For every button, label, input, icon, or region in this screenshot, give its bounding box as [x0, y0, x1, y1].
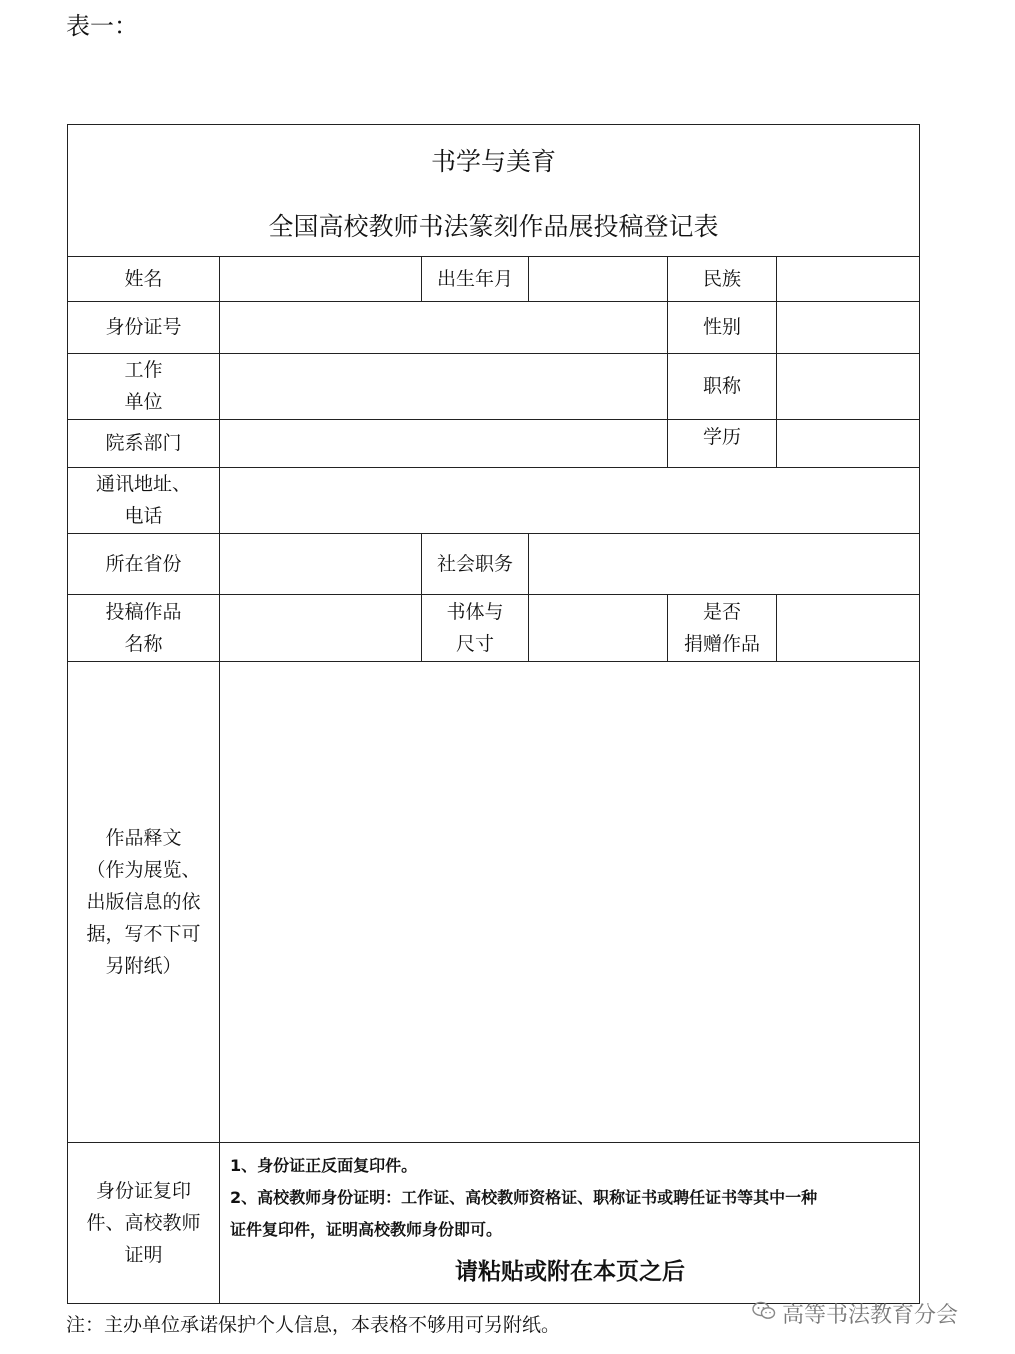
label-address-line1: 通讯地址、 [95, 473, 191, 495]
label-id-copy [68, 1143, 219, 1303]
id-number-field[interactable] [220, 302, 667, 353]
education-field[interactable] [777, 420, 919, 467]
registration-form [67, 124, 920, 1304]
label-work-name-line1: 投稿作品 [105, 600, 182, 623]
label-ethnicity: 民族 [702, 267, 741, 290]
label-work-unit-line1: 工作 [124, 359, 163, 381]
province-field[interactable] [220, 534, 421, 594]
note-line: 1、身份证正反面复印件。 [230, 1156, 418, 1175]
work-text-field[interactable] [220, 662, 919, 1142]
label-address-line2: 电话 [124, 505, 163, 527]
label-name: 姓名 [124, 267, 163, 290]
watermark [752, 1298, 958, 1329]
label-work-text-line2: （作为展览、 [86, 859, 201, 881]
label-work-text-line5: 另附纸） [105, 955, 182, 977]
label-work-name [68, 594, 219, 661]
label-donate-line2: 捐赠作品 [683, 632, 760, 655]
label-id-copy-line1: 身份证复印 [95, 1180, 191, 1202]
donate-field[interactable] [777, 595, 919, 661]
label-social-duty: 社会职务 [436, 552, 513, 575]
title-field[interactable] [777, 354, 919, 419]
label-work-unit [68, 353, 219, 419]
label-work-text-line3: 出版信息的依 [86, 891, 201, 913]
label-id-copy-line3: 证明 [124, 1244, 163, 1266]
label-work-name-line2: 名称 [124, 632, 163, 655]
department-field[interactable] [220, 420, 667, 467]
label-work-text [68, 662, 219, 1142]
label-work-unit-line2: 单位 [124, 391, 163, 413]
label-gender: 性别 [702, 316, 741, 338]
address-field[interactable] [220, 468, 919, 533]
doc-label: 表一： [66, 12, 138, 40]
birth-field[interactable] [529, 257, 667, 301]
ethnicity-field[interactable] [777, 257, 919, 301]
gender-field[interactable] [777, 302, 919, 353]
work-name-field[interactable] [220, 595, 421, 661]
watermark-text: 高等书法教育分会 [782, 1303, 959, 1328]
work-unit-field[interactable] [220, 354, 667, 419]
label-style-size-line2: 尺寸 [455, 632, 494, 655]
name-field[interactable] [220, 257, 421, 301]
label-donate-line1: 是否 [702, 600, 741, 623]
label-style-size-line1: 书体与 [446, 600, 504, 623]
label-province: 所在省份 [105, 552, 182, 575]
label-work-text-line1: 作品释文 [105, 827, 182, 849]
social-duty-field[interactable] [529, 534, 919, 594]
label-donate [668, 594, 776, 661]
label-id-number: 身份证号 [105, 316, 182, 338]
label-title: 职称 [702, 375, 741, 397]
form-title-line1: 书学与美育 [430, 147, 556, 176]
style-size-field[interactable] [529, 595, 667, 661]
attachment-notes [230, 1150, 920, 1246]
label-style-size [422, 594, 528, 661]
note-line: 2、高校教师身份证明：工作证、高校教师资格证、职称证书或聘任证书等其中一种 [230, 1188, 818, 1207]
label-address [68, 467, 219, 533]
paste-instruction: 请粘贴或附在本页之后 [455, 1259, 685, 1285]
note-line: 证件复印件，证明高校教师身份即可。 [230, 1220, 503, 1239]
wechat-icon [752, 1301, 776, 1327]
footer-note: 注：主办单位承诺保护个人信息，本表格不够用可另附纸。 [66, 1314, 561, 1336]
label-id-copy-line2: 件、高校教师 [86, 1212, 201, 1234]
label-work-text-line4: 据，写不下可 [86, 923, 201, 945]
label-education: 学历 [702, 426, 741, 448]
form-title-line2: 全国高校教师书法篆刻作品展投稿登记表 [268, 212, 719, 241]
label-department: 院系部门 [105, 432, 182, 454]
label-birth: 出生年月 [436, 267, 513, 290]
